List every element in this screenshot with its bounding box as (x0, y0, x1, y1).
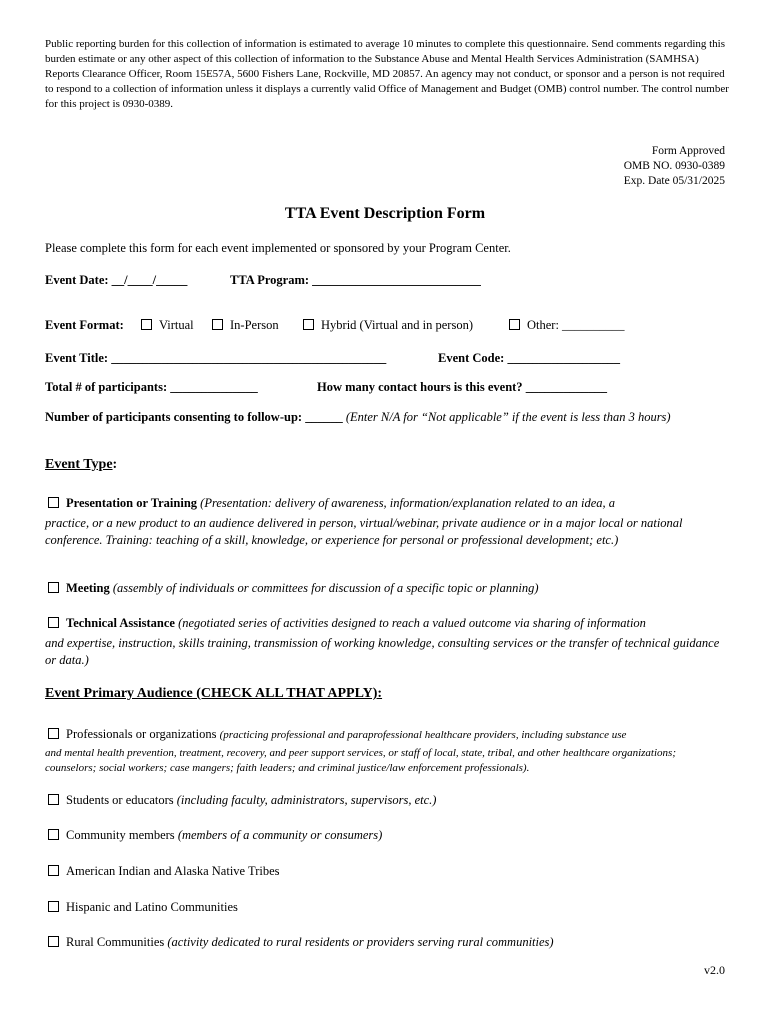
approval-line-1: Form Approved (651, 145, 725, 157)
contact-hours-field[interactable]: _____________ (525, 380, 607, 394)
instructions: Please complete this form for each event implemented or sponsored by your Program Center. (45, 241, 511, 255)
audience-item-professionals (45, 726, 725, 776)
version-label: v2.0 (704, 963, 725, 977)
checkbox-icon[interactable] (48, 936, 59, 947)
event-title-label: Event Title: (45, 351, 109, 365)
checkbox-icon[interactable] (48, 728, 59, 739)
audience-item-community (45, 827, 725, 844)
tta-program-field[interactable]: ___________________________ (312, 273, 481, 287)
event-type-desc: (assembly of individuals or committees for discussion of a specific topic or planning) (112, 581, 539, 595)
checkbox-icon[interactable] (48, 829, 59, 840)
tta-program-label: TTA Program: (230, 273, 310, 287)
event-type-heading (45, 455, 117, 473)
consent-field[interactable]: ______ (305, 410, 343, 424)
consent-note: (Enter N/A for “Not applicable” if the event is less than 3 hours) (345, 410, 671, 424)
format-option-hybrid[interactable] (303, 317, 473, 334)
omb-approval (624, 144, 725, 189)
event-type-desc-cont: and expertise, instruction, skills training, transmission of working knowledge, consulting services or the transfer of technical guidance or data.) (45, 636, 720, 667)
audience-label: Community members (66, 828, 175, 842)
event-date-field[interactable]: __/____/_____ (111, 273, 188, 287)
event-type-label: Technical Assistance (66, 616, 175, 630)
event-type-item-meeting (45, 580, 725, 597)
consent-row (45, 409, 725, 426)
contact-hours-label: How many contact hours is this event? (317, 380, 523, 394)
checkbox-icon[interactable] (48, 865, 59, 876)
checkbox-icon[interactable] (48, 901, 59, 912)
event-type-desc: (Presentation: delivery of awareness, information/explanation related to an idea, a (200, 496, 616, 510)
event-format-label: Event Format: (45, 318, 124, 332)
event-format-row (45, 317, 124, 334)
format-option-label: Other: __________ (527, 318, 625, 332)
contact-hours-row (317, 379, 607, 396)
audience-desc: (including faculty, administrators, supervisors, etc.) (176, 793, 437, 807)
audience-desc: (activity dedicated to rural residents or providers serving rural communities) (167, 935, 554, 949)
format-option-label: In-Person (230, 318, 279, 332)
audience-item-hispanic (45, 899, 725, 916)
event-type-heading-colon: : (112, 457, 118, 472)
checkbox-icon[interactable] (48, 582, 59, 593)
format-option-in-person[interactable] (212, 317, 279, 334)
event-title-row (45, 350, 386, 367)
audience-label: American Indian and Alaska Native Tribes (66, 864, 280, 878)
format-option-label: Virtual (159, 318, 194, 332)
approval-omb-number: OMB NO. 0930-0389 (623, 160, 725, 172)
audience-item-students (45, 792, 725, 809)
checkbox-icon[interactable] (48, 617, 59, 628)
event-code-label: Event Code: (438, 351, 505, 365)
audience-label: Professionals or organizations (66, 727, 217, 741)
approval-exp-date: Exp. Date 05/31/2025 (623, 175, 725, 187)
event-date-row (45, 272, 187, 289)
audience-item-rural (45, 934, 725, 951)
burden-statement: Public reporting burden for this collection of information is estimated to average 10 minutes to complete this questionnaire. Send comments regarding this burden estimate or any other aspect of this collection of information to the Substance Abuse and Mental Health Services Administration (SAMHSA) Reports Clearance Officer, Room 15E57A, 5600 Fishers Lane, Rockville, MD 20857. An agency may not conduct, or sponsor and a person is not required to respond to a collection of information unless it displays a currently valid Office of Management and Budget (OMB) control number. The control number for this project is 0930-0389. (45, 38, 729, 110)
event-type-label: Presentation or Training (66, 496, 198, 510)
participants-row (45, 379, 258, 396)
event-code-field[interactable]: __________________ (507, 351, 620, 365)
tta-program-row (230, 272, 481, 289)
event-date-label: Event Date: (45, 273, 109, 287)
event-type-desc-cont: practice, or a new product to an audience delivered in person, virtual/webinar, private audience or in a major local or national conference. Training: teaching of a skill, knowledge, or experience for personal or professional development; etc.) (45, 516, 683, 547)
audience-desc: (practicing professional and paraprofessional healthcare providers, including substance use (219, 729, 627, 741)
checkbox-icon[interactable] (48, 497, 59, 508)
format-option-other[interactable] (509, 317, 625, 334)
audience-label: Students or educators (66, 793, 174, 807)
audience-label: Hispanic and Latino Communities (66, 900, 238, 914)
consent-label: Number of participants consenting to follow-up: (45, 410, 303, 424)
checkbox-icon[interactable] (303, 319, 314, 330)
event-type-desc: (negotiated series of activities designed to reach a valued outcome via sharing of information (178, 616, 646, 630)
checkbox-icon[interactable] (212, 319, 223, 330)
audience-item-tribes (45, 863, 725, 880)
event-code-row (438, 350, 620, 367)
event-type-item-presentation (45, 495, 725, 549)
event-type-label: Meeting (66, 581, 110, 595)
participants-label: Total # of participants: (45, 380, 168, 394)
format-option-virtual[interactable] (141, 317, 194, 334)
event-type-heading-text: Event Type (45, 457, 113, 472)
audience-heading: Event Primary Audience (CHECK ALL THAT APPLY): (45, 686, 383, 701)
event-type-item-technical-assistance (45, 615, 725, 669)
checkbox-icon[interactable] (48, 794, 59, 805)
page-title: TTA Event Description Form (284, 205, 486, 222)
audience-label: Rural Communities (66, 935, 165, 949)
checkbox-icon[interactable] (141, 319, 152, 330)
audience-desc-cont: and mental health prevention, treatment, recovery, and peer support services, or staff of local, state, tribal, and other healthcare organizations; counselors; social workers; case mangers; faith leaders; and criminal justice/law enforcement professionals). (45, 747, 676, 774)
event-title-field[interactable]: ____________________________________________ (111, 351, 387, 365)
participants-field[interactable]: ______________ (170, 380, 258, 394)
audience-desc: (members of a community or consumers) (177, 828, 383, 842)
checkbox-icon[interactable] (509, 319, 520, 330)
format-option-label: Hybrid (Virtual and in person) (321, 318, 473, 332)
